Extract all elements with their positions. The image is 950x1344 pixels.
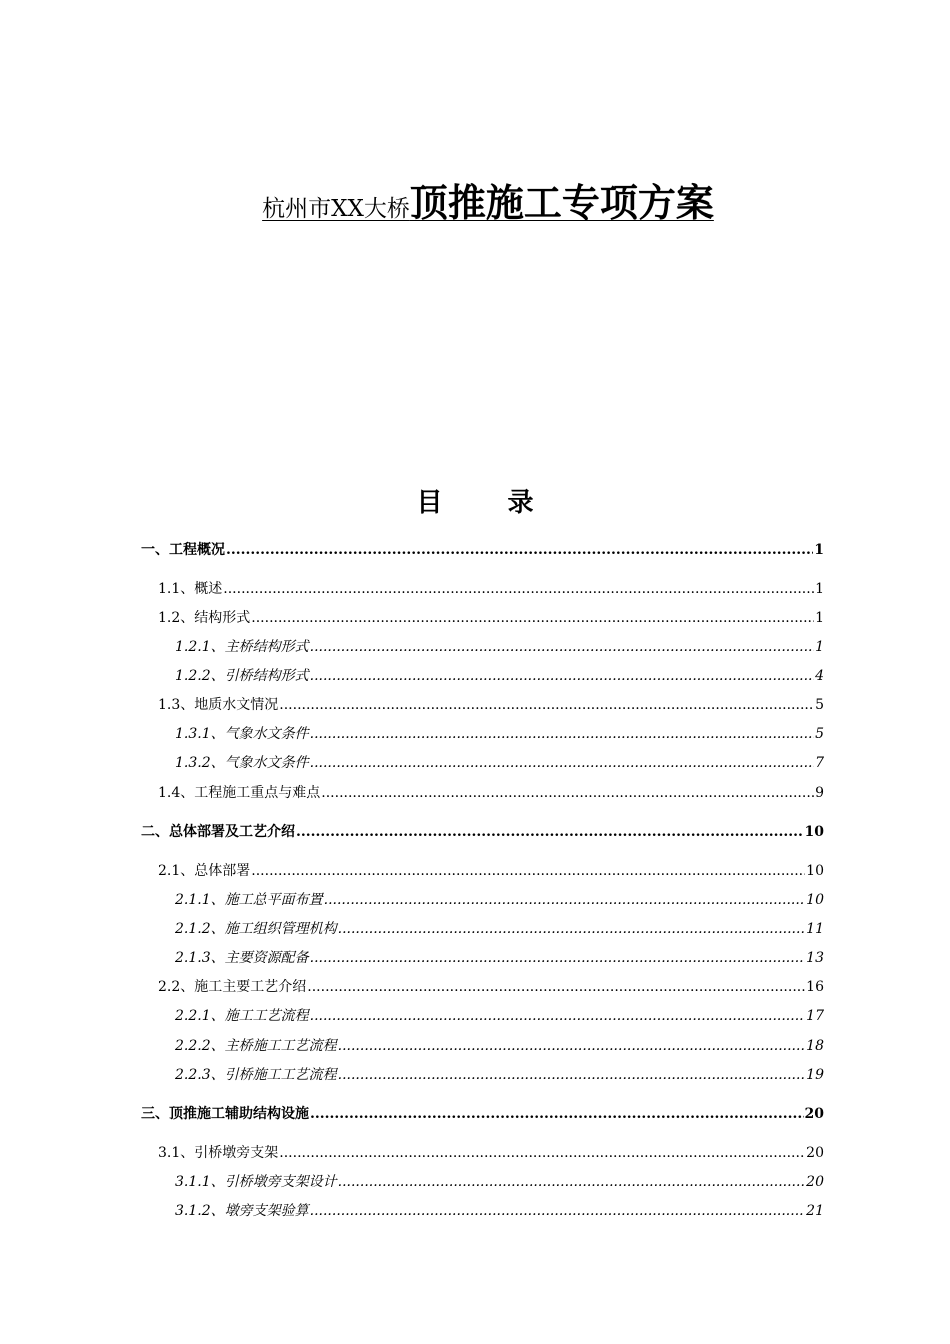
toc-entry-page: 9	[815, 785, 824, 801]
toc-entry-page: 21	[806, 1203, 824, 1219]
toc-entry-page: 1	[815, 581, 824, 597]
toc-entry-label: 1.3.1、气象水文条件	[175, 726, 309, 742]
toc-entry[interactable]	[175, 1036, 824, 1056]
toc-leader-dots	[310, 666, 814, 686]
toc-leader-dots	[310, 724, 814, 744]
toc-entry-label: 1.3、地质水文情况	[158, 697, 279, 713]
toc-entry-page: 5	[815, 726, 824, 742]
title-main: 顶推施工专项方案	[409, 180, 714, 225]
toc-entry-label: 2.2.1、施工工艺流程	[175, 1008, 309, 1024]
toc-heading: 目 录	[416, 488, 562, 518]
toc-leader-dots	[338, 1036, 806, 1056]
toc-entry-label: 2.2、施工主要工艺介绍	[158, 979, 307, 995]
title-prefix: 杭州市XX大桥	[262, 196, 410, 222]
toc-entry-page: 7	[815, 755, 824, 771]
toc-entry-label: 3.1.1、引桥墩旁支架设计	[175, 1174, 337, 1190]
toc-entry-label: 1.2、结构形式	[158, 610, 251, 626]
toc-entry-label: 2.1.2、施工组织管理机构	[175, 921, 337, 937]
toc-entry-page: 5	[815, 697, 824, 713]
toc-entry[interactable]	[175, 1006, 824, 1026]
toc-entry-label: 二、总体部署及工艺介绍	[141, 824, 295, 840]
toc-leader-dots	[310, 637, 814, 657]
toc-entry[interactable]	[175, 1172, 824, 1192]
toc-leader-dots	[310, 948, 806, 968]
toc-entry[interactable]	[158, 695, 824, 715]
toc-leader-dots	[279, 1143, 805, 1163]
toc-entry[interactable]	[175, 919, 824, 939]
toc-entry-page: 11	[806, 921, 824, 937]
toc-entry-label: 三、顶推施工辅助结构设施	[141, 1106, 309, 1122]
toc-leader-dots	[321, 783, 814, 803]
toc-entry[interactable]	[158, 861, 824, 881]
toc-entry-label: 2.1.1、施工总平面布置	[175, 892, 323, 908]
toc-entry-page: 4	[815, 668, 824, 684]
toc-leader-dots	[307, 977, 805, 997]
toc-entry-label: 2.1、总体部署	[158, 863, 251, 879]
toc-entry[interactable]	[141, 822, 824, 842]
toc-entry[interactable]	[175, 637, 824, 657]
toc-entry[interactable]	[158, 977, 824, 997]
toc-leader-dots	[251, 861, 805, 881]
toc-entry-page: 1	[815, 610, 824, 626]
toc-entry-page: 10	[806, 863, 824, 879]
toc-entry-label: 3.1、引桥墩旁支架	[158, 1145, 279, 1161]
toc-entry[interactable]	[175, 1065, 824, 1085]
toc-entry[interactable]	[175, 1201, 824, 1221]
toc-entry[interactable]	[175, 666, 824, 686]
toc-entry-label: 2.2.3、引桥施工工艺流程	[175, 1067, 337, 1083]
toc-entry-label: 2.1.3、主要资源配备	[175, 950, 309, 966]
toc-entry[interactable]	[175, 948, 824, 968]
toc-entry-page: 13	[806, 950, 824, 966]
toc-leader-dots	[324, 890, 806, 910]
toc-leader-dots	[338, 1172, 806, 1192]
toc-leader-dots	[279, 695, 814, 715]
toc-entry-label: 1.1、概述	[158, 581, 223, 597]
toc-entry-page: 20	[804, 1106, 824, 1122]
toc-entry-label: 1.2.1、主桥结构形式	[175, 639, 309, 655]
toc-leader-dots	[338, 919, 806, 939]
toc-entry[interactable]	[158, 1143, 824, 1163]
toc-entry-page: 20	[806, 1174, 824, 1190]
toc-leader-dots	[310, 1104, 804, 1124]
toc-entry-label: 1.3.2、气象水文条件	[175, 755, 309, 771]
toc-leader-dots	[310, 753, 814, 773]
toc-leader-dots	[226, 540, 813, 560]
toc-leader-dots	[223, 579, 814, 599]
toc-entry-label: 2.2.2、主桥施工工艺流程	[175, 1038, 337, 1054]
toc-entry-label: 3.1.2、墩旁支架验算	[175, 1203, 309, 1219]
toc-entry-page: 1	[815, 639, 824, 655]
toc-entry-page: 1	[814, 542, 824, 558]
toc-entry[interactable]	[158, 783, 824, 803]
toc-entry[interactable]	[175, 890, 824, 910]
toc-entry-label: 1.2.2、引桥结构形式	[175, 668, 309, 684]
toc-entry[interactable]	[158, 608, 824, 628]
toc-entry-label: 一、工程概况	[141, 542, 225, 558]
toc-entry-page: 20	[806, 1145, 824, 1161]
toc-entry[interactable]	[175, 753, 824, 773]
toc-entry-page: 17	[806, 1008, 824, 1024]
toc-entry[interactable]	[141, 540, 824, 560]
toc-entry[interactable]	[158, 579, 824, 599]
toc-entry-page: 19	[806, 1067, 824, 1083]
toc-leader-dots	[310, 1006, 806, 1026]
toc-entry[interactable]	[175, 724, 824, 744]
toc-entry-page: 10	[804, 824, 824, 840]
toc-entry-page: 16	[806, 979, 824, 995]
toc-leader-dots	[296, 822, 804, 842]
toc-entry-label: 1.4、工程施工重点与难点	[158, 785, 321, 801]
toc-entry-page: 10	[806, 892, 824, 908]
toc-leader-dots	[251, 608, 814, 628]
toc-entry[interactable]	[141, 1104, 824, 1124]
toc-entry-page: 18	[806, 1038, 824, 1054]
toc-leader-dots	[338, 1065, 806, 1085]
toc-leader-dots	[310, 1201, 806, 1221]
